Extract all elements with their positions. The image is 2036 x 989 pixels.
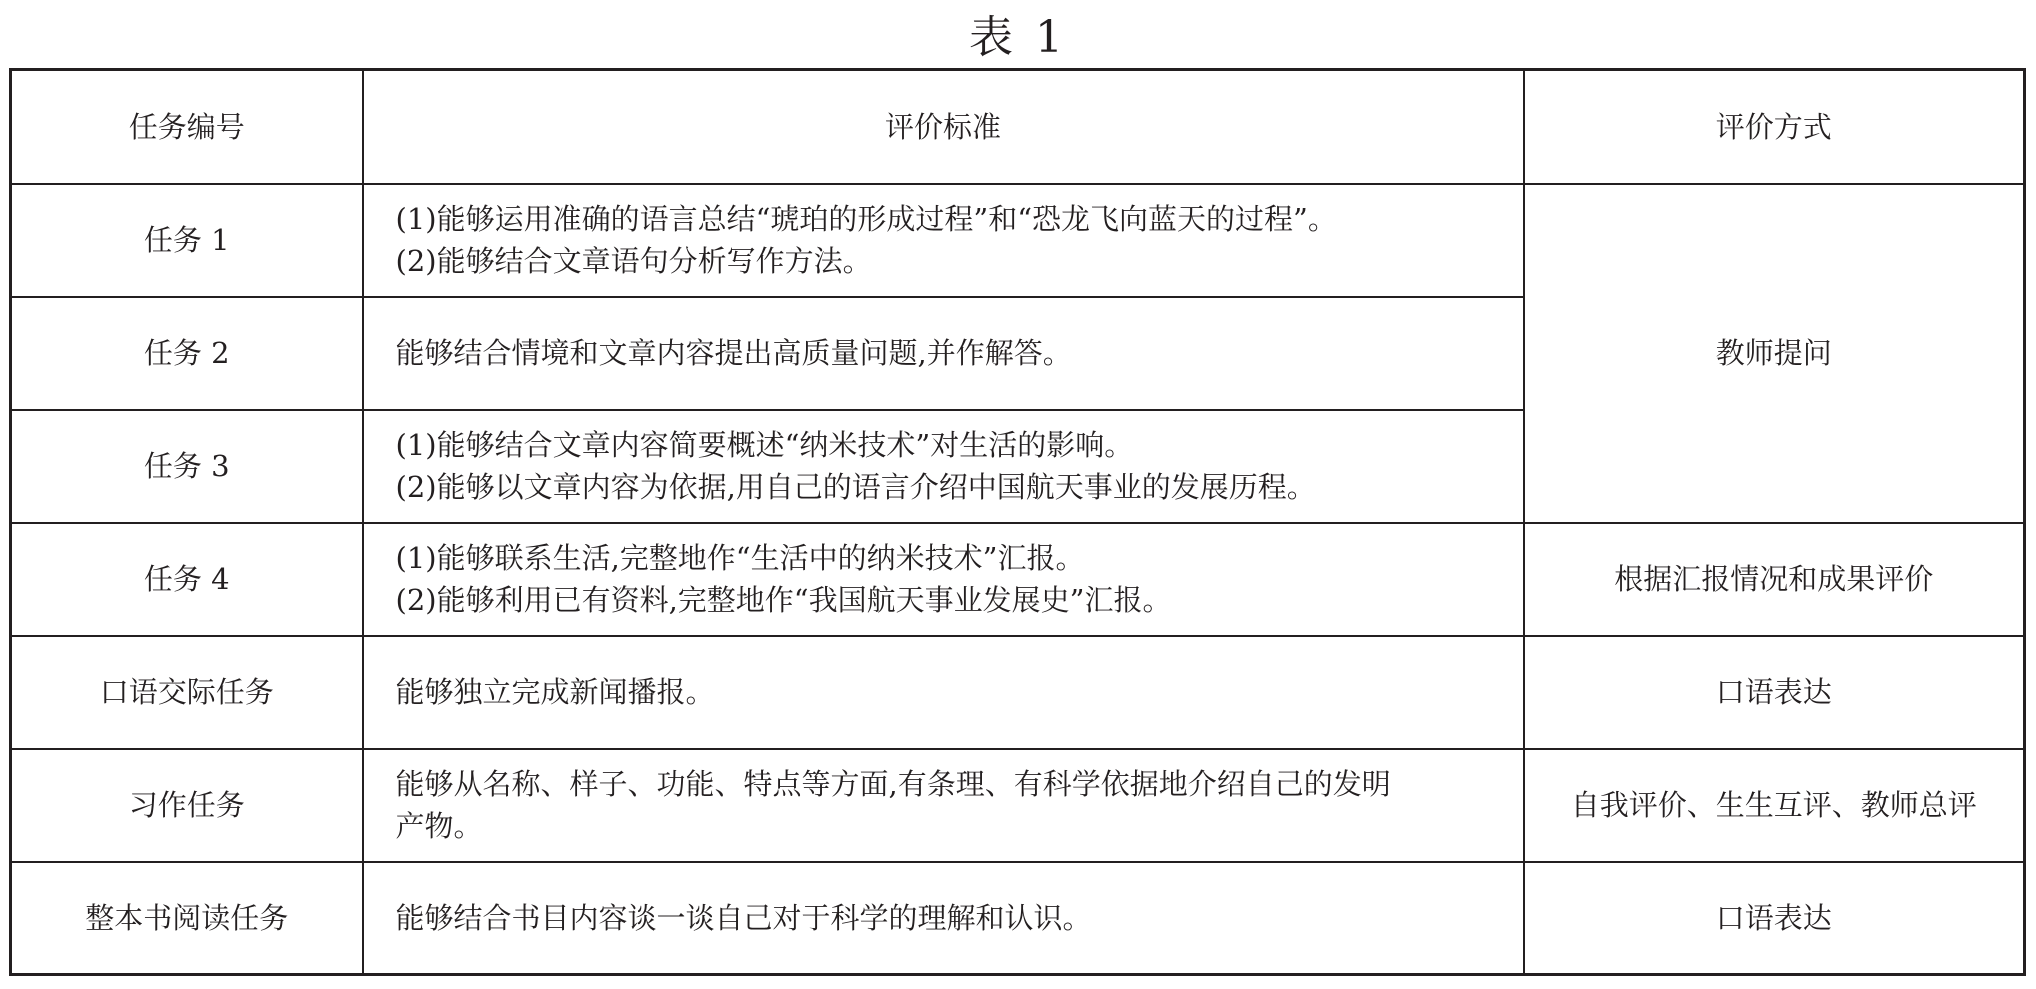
method-cell: 根据汇报情况和成果评价	[1524, 523, 2025, 636]
method-cell: 教师提问	[1524, 184, 2025, 523]
method-cell: 自我评价、生生互评、教师总评	[1524, 749, 2025, 862]
criteria-line: 能够独立完成新闻播报。	[395, 675, 715, 709]
criteria-line: (1)能够结合文章内容简要概述“纳米技术”对生活的影响。	[395, 428, 1134, 462]
table-row	[11, 184, 2025, 297]
task-cell: 任务 3	[11, 410, 363, 523]
criteria-cell	[363, 410, 1524, 523]
criteria-line: 产物。	[395, 809, 483, 843]
criteria-cell	[363, 862, 1524, 975]
table-row	[11, 636, 2025, 749]
criteria-cell	[363, 297, 1524, 410]
criteria-cell	[363, 523, 1524, 636]
header-task-number: 任务编号	[11, 70, 363, 184]
task-cell: 习作任务	[11, 749, 363, 862]
criteria-line: (2)能够结合文章语句分析写作方法。	[395, 244, 872, 278]
table-row	[11, 862, 2025, 975]
criteria-line: 能够从名称、样子、功能、特点等方面,有条理、有科学依据地介绍自己的发明	[395, 767, 1391, 801]
header-criteria: 评价标准	[363, 70, 1524, 184]
table-row	[11, 523, 2025, 636]
criteria-line: (1)能够联系生活,完整地作“生活中的纳米技术”汇报。	[395, 541, 1085, 575]
table-caption: 表 1	[969, 12, 1067, 63]
criteria-line: 能够结合书目内容谈一谈自己对于科学的理解和认识。	[395, 900, 1092, 935]
task-cell: 任务 4	[11, 523, 363, 636]
table-header-row	[11, 70, 2025, 184]
criteria-line: (2)能够以文章内容为依据,用自己的语言介绍中国航天事业的发展历程。	[395, 470, 1316, 504]
table-row	[11, 749, 2025, 862]
method-cell: 口语表达	[1524, 862, 2025, 975]
criteria-line: (1)能够运用准确的语言总结“琥珀的形成过程”和“恐龙飞向蓝天的过程”。	[395, 202, 1337, 236]
header-method: 评价方式	[1524, 70, 2025, 184]
method-cell: 口语表达	[1524, 636, 2025, 749]
task-cell: 任务 2	[11, 297, 363, 410]
task-cell: 口语交际任务	[11, 636, 363, 749]
criteria-line: (2)能够利用已有资料,完整地作“我国航天事业发展史”汇报。	[395, 583, 1172, 617]
task-cell: 整本书阅读任务	[11, 862, 363, 975]
criteria-cell	[363, 184, 1524, 297]
evaluation-table	[9, 68, 2026, 976]
criteria-line: 能够结合情境和文章内容提出高质量问题,并作解答。	[395, 336, 1072, 370]
criteria-cell	[363, 636, 1524, 749]
task-cell: 任务 1	[11, 184, 363, 297]
criteria-cell	[363, 749, 1524, 862]
